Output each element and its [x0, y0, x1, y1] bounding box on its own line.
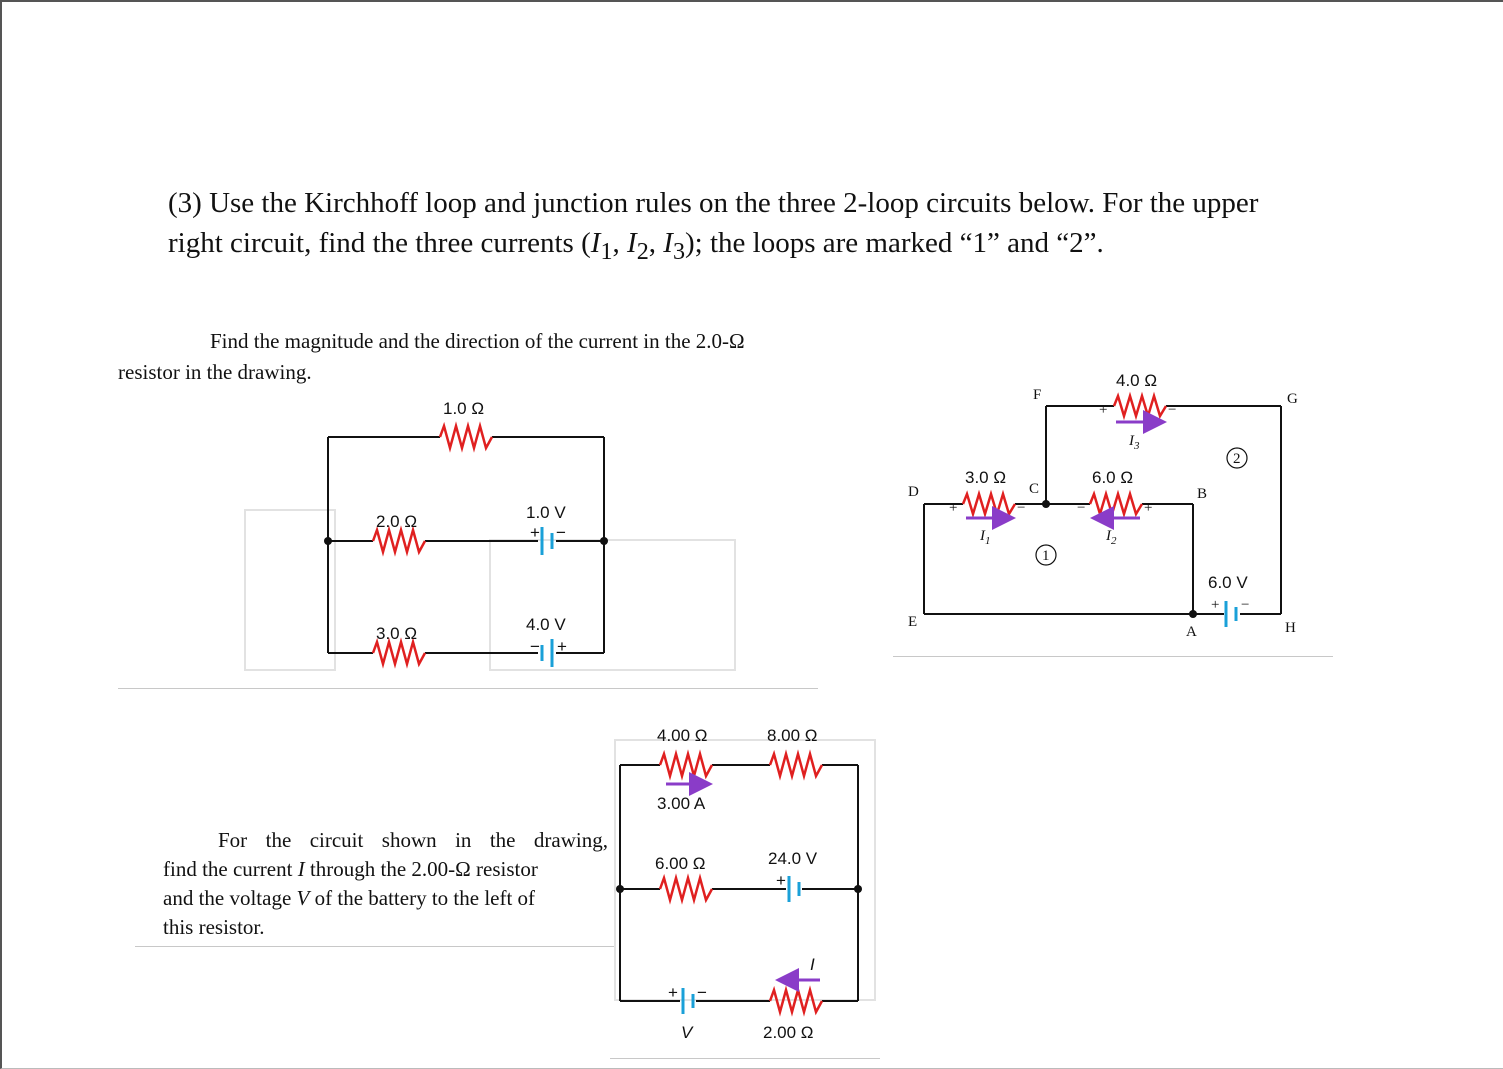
question-3-line-2: right circuit, find the three currents ($I_1$, $I_2$, $I_3$); the loops are marked “1” and “2”. — [168, 227, 1104, 265]
node-d: D — [908, 484, 919, 500]
problem-2-line-1: For the circuit shown in the drawing, — [218, 828, 608, 852]
minus-sign-6v: − — [1241, 597, 1250, 613]
label-r3: 6.00 Ω — [655, 854, 706, 873]
node-a: A — [1186, 624, 1197, 640]
label-r-bot: 3.0 Ω — [376, 624, 418, 643]
minus-sign-v: − — [697, 983, 707, 1002]
label-v-mid: 1.0 V — [526, 503, 566, 522]
junction-dot-left — [324, 537, 332, 545]
node-c-dot — [1042, 500, 1050, 508]
problem-2-line-4: this resistor. — [163, 915, 265, 939]
battery-24v — [789, 876, 799, 902]
resistor-4-ohm — [660, 754, 712, 776]
problem-2-line-2: find the current I through the 2.00-Ω resistor — [163, 857, 538, 881]
label-v: V — [681, 1023, 693, 1042]
resistor-2-ohm — [373, 530, 425, 552]
problem-2-line-3: and the voltage V of the battery to the left of — [163, 886, 536, 910]
label-i2: $I_2$ — [1106, 528, 1117, 547]
label-3-0-ohm: 3.0 Ω — [965, 468, 1007, 487]
minus-sign-3-0: − — [1017, 500, 1026, 516]
label-6-0-v: 6.0 V — [1208, 573, 1248, 592]
bleed-through-ghost — [245, 510, 875, 1000]
resistor-8-ohm — [770, 754, 822, 776]
minus-sign-4v: − — [530, 637, 540, 656]
plus-sign-6-0: + — [1144, 500, 1153, 516]
node-h: H — [1285, 620, 1296, 636]
minus-sign-6-0: − — [1077, 500, 1086, 516]
plus-sign-6v: + — [1211, 597, 1220, 613]
junction-dot-2-right — [854, 885, 862, 893]
resistor-1-ohm — [440, 426, 492, 448]
problem-1-line-1: Find the magnitude and the direction of the current in the 2.0-Ω — [210, 329, 745, 353]
node-f: F — [1033, 387, 1042, 403]
node-a-dot — [1189, 610, 1197, 618]
node-b: B — [1197, 486, 1208, 502]
label-r2: 8.00 Ω — [767, 726, 818, 745]
plus-sign-24v: + — [776, 871, 786, 890]
plus-sign-v: + — [668, 983, 678, 1002]
resistor-4-0-ohm — [1114, 396, 1166, 416]
label-i3: $I_3$ — [1129, 433, 1140, 452]
junction-dot-right — [600, 537, 608, 545]
label-v-bot: 4.0 V — [526, 615, 566, 634]
loop-2-number: 2 — [1233, 451, 1241, 467]
node-g: G — [1287, 391, 1298, 407]
node-c: C — [1029, 481, 1040, 497]
label-r-top: 1.0 Ω — [443, 399, 485, 418]
label-6-0-ohm: 6.0 Ω — [1092, 468, 1134, 487]
resistor-3-0-ohm — [963, 494, 1015, 514]
node-e: E — [908, 614, 918, 630]
resistor-6-0-ohm — [1090, 494, 1142, 514]
minus-sign-1v: − — [556, 523, 566, 542]
label-i1: $I_1$ — [980, 528, 991, 547]
label-current-top: 3.00 A — [657, 794, 706, 813]
problem-1-line-2: resistor in the drawing. — [118, 360, 312, 384]
resistor-6-ohm — [660, 878, 712, 900]
plus-sign-4v: + — [557, 637, 567, 656]
label-v1: 24.0 V — [768, 849, 818, 868]
plus-sign-4-0: + — [1099, 402, 1108, 418]
plus-sign-3-0: + — [949, 500, 958, 516]
label-4-0-ohm: 4.0 Ω — [1116, 371, 1158, 390]
minus-sign-4-0: − — [1168, 402, 1177, 418]
label-i: I — [810, 955, 815, 974]
battery-4v — [542, 639, 552, 667]
circuit-2 — [620, 765, 858, 1001]
label-r1: 4.00 Ω — [657, 726, 708, 745]
resistor-2-00-ohm — [770, 990, 822, 1012]
label-r4: 2.00 Ω — [763, 1023, 814, 1042]
battery-6v — [1226, 601, 1236, 627]
loop-1-number: 1 — [1042, 548, 1050, 564]
label-r-mid: 2.0 Ω — [376, 512, 418, 531]
question-3-line-1: (3) Use the Kirchhoff loop and junction rules on the three 2-loop circuits below. For the upper — [168, 187, 1259, 219]
plus-sign-1v: + — [530, 523, 540, 542]
resistor-3-ohm — [373, 642, 425, 664]
junction-dot-2-left — [616, 885, 624, 893]
